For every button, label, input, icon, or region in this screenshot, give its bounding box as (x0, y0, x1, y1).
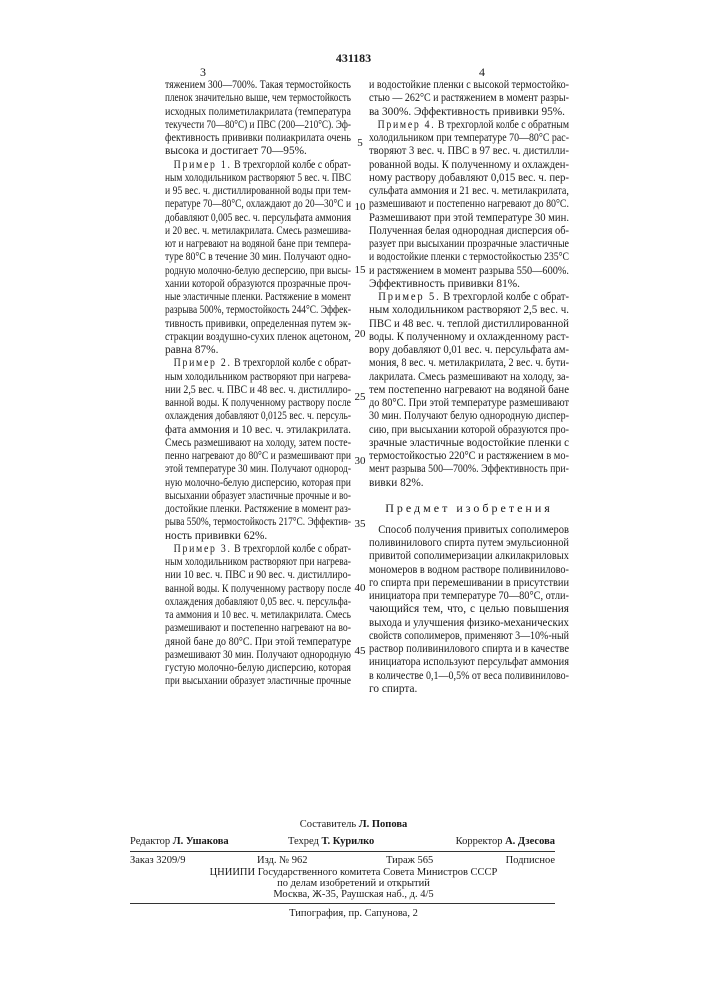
text-line: при высыхании образует эластичные прочные (165, 675, 351, 688)
text-line: 30 мин. Получают белую однородную диспер- (369, 410, 569, 423)
editor-label: Редактор (130, 836, 170, 847)
claim-line: выхода и улучшения физико-механических (369, 617, 569, 630)
text-line: хании которой образуются прозрачные проч- (165, 278, 351, 291)
text-line: Размешивают при этой температуре 30 мин. (369, 212, 569, 225)
claim-line: Способ получения привитых сополимеров (369, 524, 569, 537)
corrector-credit (456, 837, 555, 848)
text-line: охлаждения добавляют 0,05 вес. ч. персульфа- (165, 596, 351, 609)
text-line: высока и достигает 70—95%. (165, 145, 351, 158)
subscription: Подписное (506, 856, 555, 867)
text-line: Эффективность прививки 81%. (369, 278, 569, 291)
text-line: сию, при высыхании которой образуются про- (369, 424, 569, 437)
compiler-credit (0, 820, 707, 831)
claim-line: привитой сополимеризации алкилакриловых (369, 550, 569, 563)
claim-line: раствор поливинилового спирта и в качестве (369, 643, 569, 656)
text-line: ванной воды. К полученному раствору после (165, 397, 351, 410)
line-number: 25 (353, 391, 367, 403)
text-line: ность прививки 62%. (165, 530, 351, 543)
text-line: нии 10 вес. ч. ПВС и 90 вес. ч. дистиллиро- (165, 569, 351, 582)
edition-number: Изд. № 962 (257, 856, 308, 867)
text-line: термостойкостью 220°C и растяжением в мо- (369, 450, 569, 463)
page-number-right: 4 (479, 66, 485, 78)
text-line: этой температуре 30 мин. Получают однород- (165, 463, 351, 476)
example-label: Пример 5. (378, 291, 440, 303)
printer-credit: Типография, пр. Сапунова, 2 (0, 909, 707, 920)
example-label: Пример 1. (174, 159, 232, 171)
text-line: ванной воды. К полученному раствору после (165, 583, 351, 596)
text-line: нии 2,5 вес. ч. ПВС и 48 вес. ч. дистиллиро- (165, 384, 351, 397)
claim-line: свойств сополимеров, применяют 3—10%-ный (369, 630, 569, 643)
claim-line: инициатора при температуре 70—80°C, отли- (369, 590, 569, 603)
text-line: вору добавляют 0,01 вес. ч. персульфата ам- (369, 344, 569, 357)
text-line: холодильником при температуре 70—80°C рас- (369, 132, 569, 145)
text-line: тяжением 300—700%. Такая термостойкость (165, 79, 351, 92)
claim-line: го спирта. (369, 683, 569, 696)
editor-credit (130, 837, 229, 848)
text-line: добавляют 0,005 вес. ч. персульфата аммония (165, 212, 351, 225)
footer-divider (130, 851, 555, 852)
line-number: 15 (353, 264, 367, 276)
text-span: В трехгорлой колбе с обрат- (232, 543, 351, 555)
claim-line: в количестве 0,1—0,5% от веса поливинилово- (369, 670, 569, 683)
text-span: В трехгорлой колбе с обрат- (232, 357, 351, 369)
text-line: пенно нагревают до 80°C и размешивают при (165, 450, 351, 463)
text-line: разрыва 500%, термостойкость 244°C. Эффек- (165, 304, 351, 317)
example-label: Пример 3. (174, 543, 232, 555)
org-line-2: по делам изобретений и открытий (0, 879, 707, 890)
claims-text (369, 524, 569, 696)
text-line: густую молочно-белую дисперсию, которая (165, 662, 351, 675)
text-line: фата аммония и 10 вес. ч. этилакрилата. (165, 424, 351, 437)
text-line: туре 80°C в течение 30 мин. Получают одно- (165, 251, 351, 264)
text-line: пленок значительно выше, чем термостойкость (165, 92, 351, 105)
compiler-name: Л. Попова (359, 819, 407, 830)
text-line: размешивают и постепенно нагревают на во- (165, 622, 351, 635)
text-line: тем постепенно нагревают на водяной бане (369, 384, 569, 397)
text-line: ную молочно-белую дисперсию, которая при (165, 477, 351, 490)
text-line: лакрилата. Смесь размешивают на холоду, за- (369, 371, 569, 384)
text-line: охлаждения добавляют 0,0125 вес. ч. персуль- (165, 410, 351, 423)
page-number-left: 3 (200, 66, 206, 78)
example-label: Пример 2. (174, 357, 232, 369)
claim-line: го спирта при перемешивании в присутствии (369, 577, 569, 590)
line-number: 5 (353, 137, 367, 149)
org-line-3: Москва, Ж-35, Раушская наб., д. 4/5 (0, 890, 707, 901)
text-line: ные эластичные пленки. Растяжение в момент (165, 291, 351, 304)
text-line: сульфата аммония и 21 вес. ч. метилакрилата, (369, 185, 569, 198)
text-line: достойкие пленки. Растяжение в момент раз- (165, 503, 351, 516)
text-line: фективность прививки полиакрилата очень (165, 132, 351, 145)
text-line: высыхании образует эластичные прочные и во- (165, 490, 351, 503)
text-line: та аммония и 10 вес. ч. метилакрилата. Смесь (165, 609, 351, 622)
corrector-name: А. Дзесова (505, 836, 555, 847)
text-line: ным холодильником растворяют при нагрева- (165, 556, 351, 569)
text-line: и 20 вес. ч. метилакрилата. Смесь размешива- (165, 225, 351, 238)
text-span: В трехгорлой колбе с обратным (435, 119, 569, 131)
text-line: ному раствору добавляют 0,015 вес. ч. пер- (369, 172, 569, 185)
techred-label: Техред (288, 836, 319, 847)
text-line: размешивают 30 мин. Получают однородную (165, 649, 351, 662)
text-line: воды. К полученному и охлажденному раст- (369, 331, 569, 344)
text-line (369, 119, 569, 132)
claim-line: чающийся тем, что, с целью повышения (369, 603, 569, 616)
text-line: зрачные эластичные водостойкие пленки с (369, 437, 569, 450)
example-label: Пример 4. (378, 119, 436, 131)
claim-line: мономеров в водном растворе поливинилово- (369, 564, 569, 577)
text-line (165, 357, 351, 370)
text-line: и водостойкие пленки с высокой термостойко- (369, 79, 569, 92)
text-line: дяной бане до 80°C. При этой температуре (165, 636, 351, 649)
corrector-label: Корректор (456, 836, 503, 847)
text-line: ва 300%. Эффективность прививки 95%. (369, 106, 569, 119)
text-line: ным холодильником растворяют 2,5 вес. ч. (369, 304, 569, 317)
text-line: исходных полиметилакрилата (температура (165, 106, 351, 119)
text-line: рованной воды. К полученному и охлажден- (369, 159, 569, 172)
line-number: 45 (353, 645, 367, 657)
text-line (165, 159, 351, 172)
print-run: Тираж 565 (386, 856, 433, 867)
editor-name: Л. Ушакова (173, 836, 229, 847)
line-number: 10 (353, 201, 367, 213)
claim-line: поливинилового спирта путем эмульсионной (369, 537, 569, 550)
text-line: ПВС и 48 вес. ч. теплой дистиллированной (369, 318, 569, 331)
right-column (369, 79, 569, 696)
techred-credit (288, 837, 374, 848)
text-line: ным холодильником растворяют при нагрева- (165, 371, 351, 384)
text-line: вивки 82%. (369, 477, 569, 490)
left-column (165, 79, 351, 689)
text-line (165, 543, 351, 556)
footer-divider (130, 903, 555, 904)
org-line-1: ЦНИИПИ Государственного комитета Совета Министров СССР (0, 868, 707, 879)
claims-heading: Предмет изобретения (369, 501, 569, 515)
text-line: стракции воздушно-сухих пленок ацетоном, (165, 331, 351, 344)
line-number: 30 (353, 455, 367, 467)
text-line: стью — 262°C и растяжением в момент разры- (369, 92, 569, 105)
claim-line: инициатора используют персульфат аммония (369, 656, 569, 669)
techred-name: Т. Курилко (322, 836, 375, 847)
text-line: ют и нагревают на водяной бане при темпера- (165, 238, 351, 251)
line-number: 35 (353, 518, 367, 530)
text-line: родную молочно-белую десперсию, при высы- (165, 265, 351, 278)
text-line: пературе 70—80°C, охлаждают до 20—30°C и (165, 198, 351, 211)
text-span: В трехгорлой колбе с обрат- (232, 159, 351, 171)
text-line: равна 87%. (165, 344, 351, 357)
patent-number: 431183 (0, 51, 707, 65)
text-line: рыва 550%, термостойкость 217°C. Эффектив- (165, 516, 351, 529)
text-line: до 80°C. При этой температуре размешивают (369, 397, 569, 410)
text-line: разует при высыхании прозрачные эластичные (369, 238, 569, 251)
text-line: и 95 вес. ч. дистиллированной воды при тем- (165, 185, 351, 198)
text-line: творяют 3 вес. ч. ПВС в 97 вес. ч. дистилли- (369, 145, 569, 158)
text-line: мент разрыва 500—700%. Эффективность при- (369, 463, 569, 476)
compiler-label: Составитель (300, 819, 356, 830)
text-line: текучести 70—80°C) и ПВС (200—210°C). Эф- (165, 119, 351, 132)
text-line: размешивают и постепенно нагревают до 80°C. (369, 198, 569, 211)
text-line: тивность прививки, определенная путем эк- (165, 318, 351, 331)
order-number: Заказ 3209/9 (130, 856, 185, 867)
text-line: и растяжением в момент разрыва 550—600%. (369, 265, 569, 278)
text-line: мония, 8 вес. ч. метилакрилата, 2 вес. ч. бути- (369, 357, 569, 370)
examples-text (369, 79, 569, 490)
text-line: и водостойкие пленки с термостойкостью 235°C (369, 251, 569, 264)
text-line: Смесь размешивают на холоду, затем посте- (165, 437, 351, 450)
line-number: 20 (353, 328, 367, 340)
text-line: Полученная белая однородная дисперсия об- (369, 225, 569, 238)
text-span: В трехгорлой колбе с обрат- (441, 291, 569, 303)
text-line: ным холодильником растворяют 5 вес. ч. ПВС (165, 172, 351, 185)
text-line (369, 291, 569, 304)
line-number: 40 (353, 582, 367, 594)
